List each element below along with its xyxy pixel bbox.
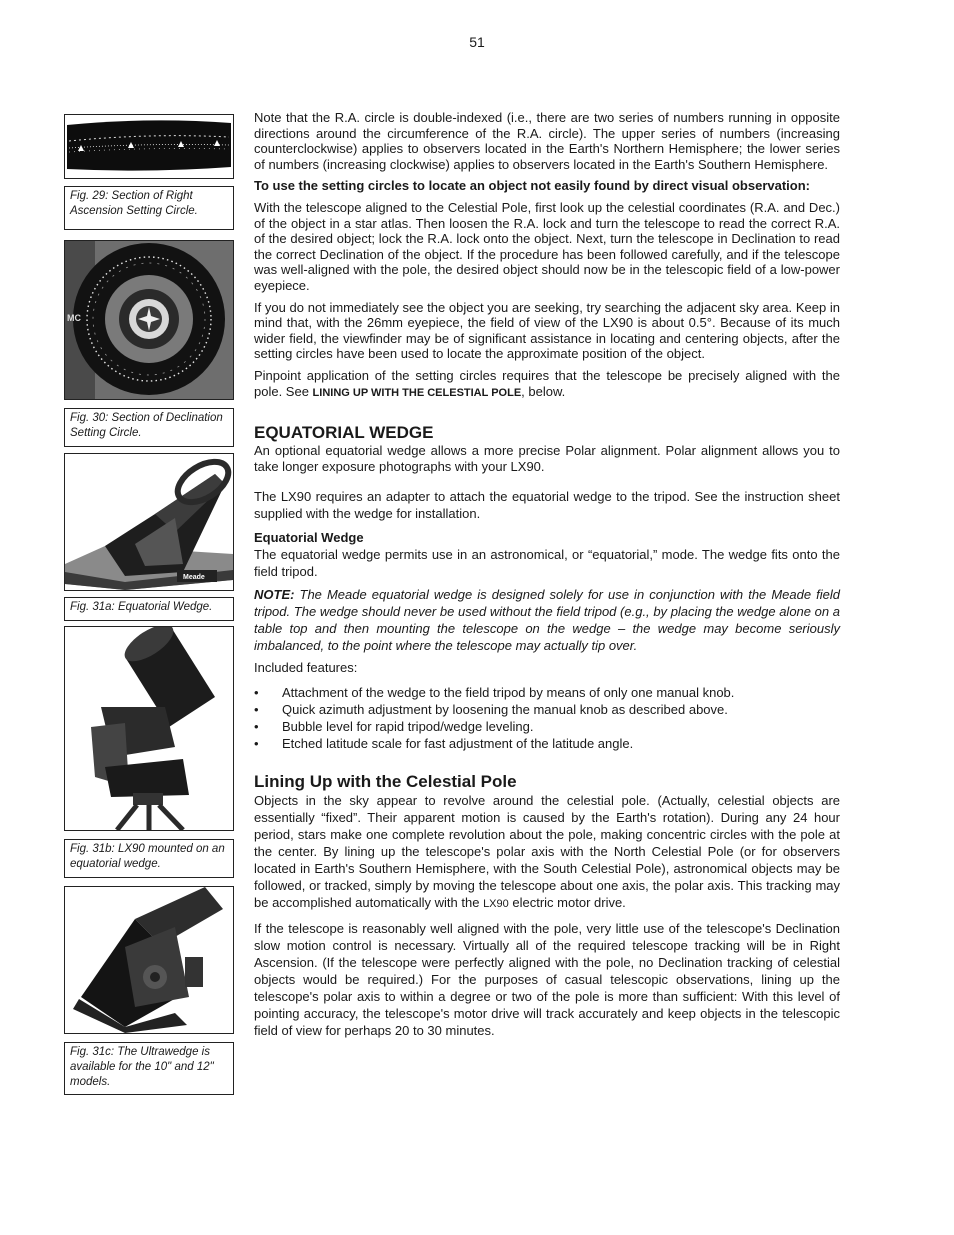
pinpoint-text-end: , below. — [521, 383, 566, 399]
pinpoint-text-start: Pinpoint application of the setting circles requires that the telescope be precisely aligned with the pole. See — [254, 367, 840, 399]
fig29-caption: Fig. 29: Section of Right Ascension Setting Circle. — [64, 186, 234, 230]
equatorial-wedge-subheading: Equatorial Wedge — [254, 530, 364, 546]
celestial-pole-text-end: electric motor drive. — [508, 894, 626, 910]
list-item: • Etched latitude scale for fast adjustment of the latitude angle. — [254, 735, 840, 752]
model-name: LX90 — [483, 897, 509, 910]
celestial-pole-text-start: Objects in the sky appear to revolve around the celestial pole. (Actually, celestial objects are essentially “fixed”. Their apparent motion is caused by the Earth's rotation). During any 24 hour period, stars make one complete revolution about the pole, making concentric circles with the pole at the center. By lining up the telescope's polar axis with the North Celestial Pole (or for observers located in Earth's Southern Hemisphere, with the South Celestial Pole), astronomical objects may be followed, or tracked, simply by moving the telescope about one axis, the polar axis. This tracking may be accomplished automatically with the — [254, 792, 840, 910]
fig31b-caption: Fig. 31b: LX90 mounted on an equatorial wedge. — [64, 839, 234, 878]
included-features-label: Included features: — [254, 660, 358, 676]
wedge-note — [254, 586, 840, 654]
list-item: • Quick azimuth adjustment by loosening the manual knob as described above. — [254, 701, 840, 718]
svg-text:MC: MC — [67, 313, 81, 323]
celestial-pole-procedure-paragraph: With the telescope aligned to the Celestial Pole, first look up the celestial coordinates (R.A. and Dec.) of the object in a star atlas. Then loosen the R.A. lock and turn the telescope to read the correct R.A. of the desired object; lock the R.A. lock onto the object. Next, turn the telescope in Declination to read the correct Declination of the object. If the procedure has been followed carefully, and if the telescope was well-aligned with the pole, the desired object should now be in the telescopic field of a low-power eyepiece. — [254, 199, 840, 293]
lining-up-heading: Lining Up with the Celestial Pole — [254, 771, 517, 791]
fig29-image — [64, 114, 234, 179]
fig31a-caption: Fig. 31a: Equatorial Wedge. — [64, 597, 234, 621]
fig31c-image — [64, 886, 234, 1034]
search-adjacent-paragraph: If you do not immediately see the object you are seeking, try searching the adjacent sky area. Keep in mind that, with the 26mm eyepiece, the field of view of the LX90 is about 0.5°. Because of its much wider field, the viewfinder may be of significant assistance in locating and centering objects, after the setting circles have been used to locate the approximate position of the object. — [254, 299, 840, 362]
setting-circles-instruction: To use the setting circles to locate an object not easily found by direct visual observation: — [254, 178, 810, 194]
equatorial-wedge-heading: EQUATORIAL WEDGE — [254, 423, 434, 443]
list-item: • Attachment of the wedge to the field tripod by means of only one manual knob. — [254, 684, 840, 701]
fig30-caption: Fig. 30: Section of Declination Setting Circle. — [64, 408, 234, 447]
note-text: The Meade equatorial wedge is designed solely for use in conjunction with the Meade field tripod. The wedge should never be used without the field tripod (e.g., by placing the wedge alone on a table top and then mounting the telescope on the wedge – the wedge may become seriously imbalanced, to the point where the telescope may actually tip over. — [254, 587, 840, 654]
adapter-paragraph: The LX90 requires an adapter to attach the equatorial wedge to the tripod. See the instruction sheet supplied with the wedge for installation. — [254, 489, 840, 522]
page-number: 51 — [469, 34, 485, 50]
equatorial-mode-paragraph: The equatorial wedge permits use in an astronomical, or “equatorial,” mode. The wedge fits onto the field tripod. — [254, 547, 840, 580]
alignment-accuracy-paragraph: If the telescope is reasonably well aligned with the pole, very little use of the telescope's Declination slow motion control is necessary. Virtually all of the required telescope tracking will be in Right Ascension. (If the telescope were perfectly aligned with the pole, no Declination tracking of celestial objects would be required.) For the purposes of casual telescopic observations, lining up the telescope's polar axis to within a degree or two of the pole is more than sufficient: With this level of pointing accuracy, the telescope's motor drive will track accurately and keep objects in the telescopic field of view for perhaps 20 to 30 minutes. — [254, 920, 840, 1038]
list-item: • Bubble level for rapid tripod/wedge leveling. — [254, 718, 840, 735]
note-label: NOTE: — [254, 587, 295, 603]
fig31c-caption: Fig. 31c: The Ultrawedge is available for the 10" and 12" models. — [64, 1042, 234, 1095]
features-list — [254, 684, 840, 752]
wedge-brand-logo: Meade — [183, 574, 205, 581]
celestial-pole-paragraph — [254, 792, 840, 913]
pinpoint-paragraph — [254, 368, 840, 401]
main-text-column — [254, 110, 840, 1045]
ra-circle-paragraph: Note that the R.A. circle is double-indexed (i.e., there are two series of numbers running in opposite directions around the circumference of the R.A. circle). The upper series of numbers (increasing counterclockwise) applies to observers located in the Earth's Northern Hemisphere; the lower series of numbers (increasing clockwise) applies to observers located in the Earth's Southern Hemisphere. — [254, 110, 840, 172]
lining-up-reference: LINING UP WITH THE CELESTIAL POLE — [312, 386, 522, 399]
fig30-image — [64, 240, 234, 400]
fig31a-image — [64, 453, 234, 591]
fig31b-image — [64, 626, 234, 831]
equatorial-intro-paragraph: An optional equatorial wedge allows a more precise Polar alignment. Polar alignment allows you to take longer exposure photographs with your LX90. — [254, 443, 840, 474]
